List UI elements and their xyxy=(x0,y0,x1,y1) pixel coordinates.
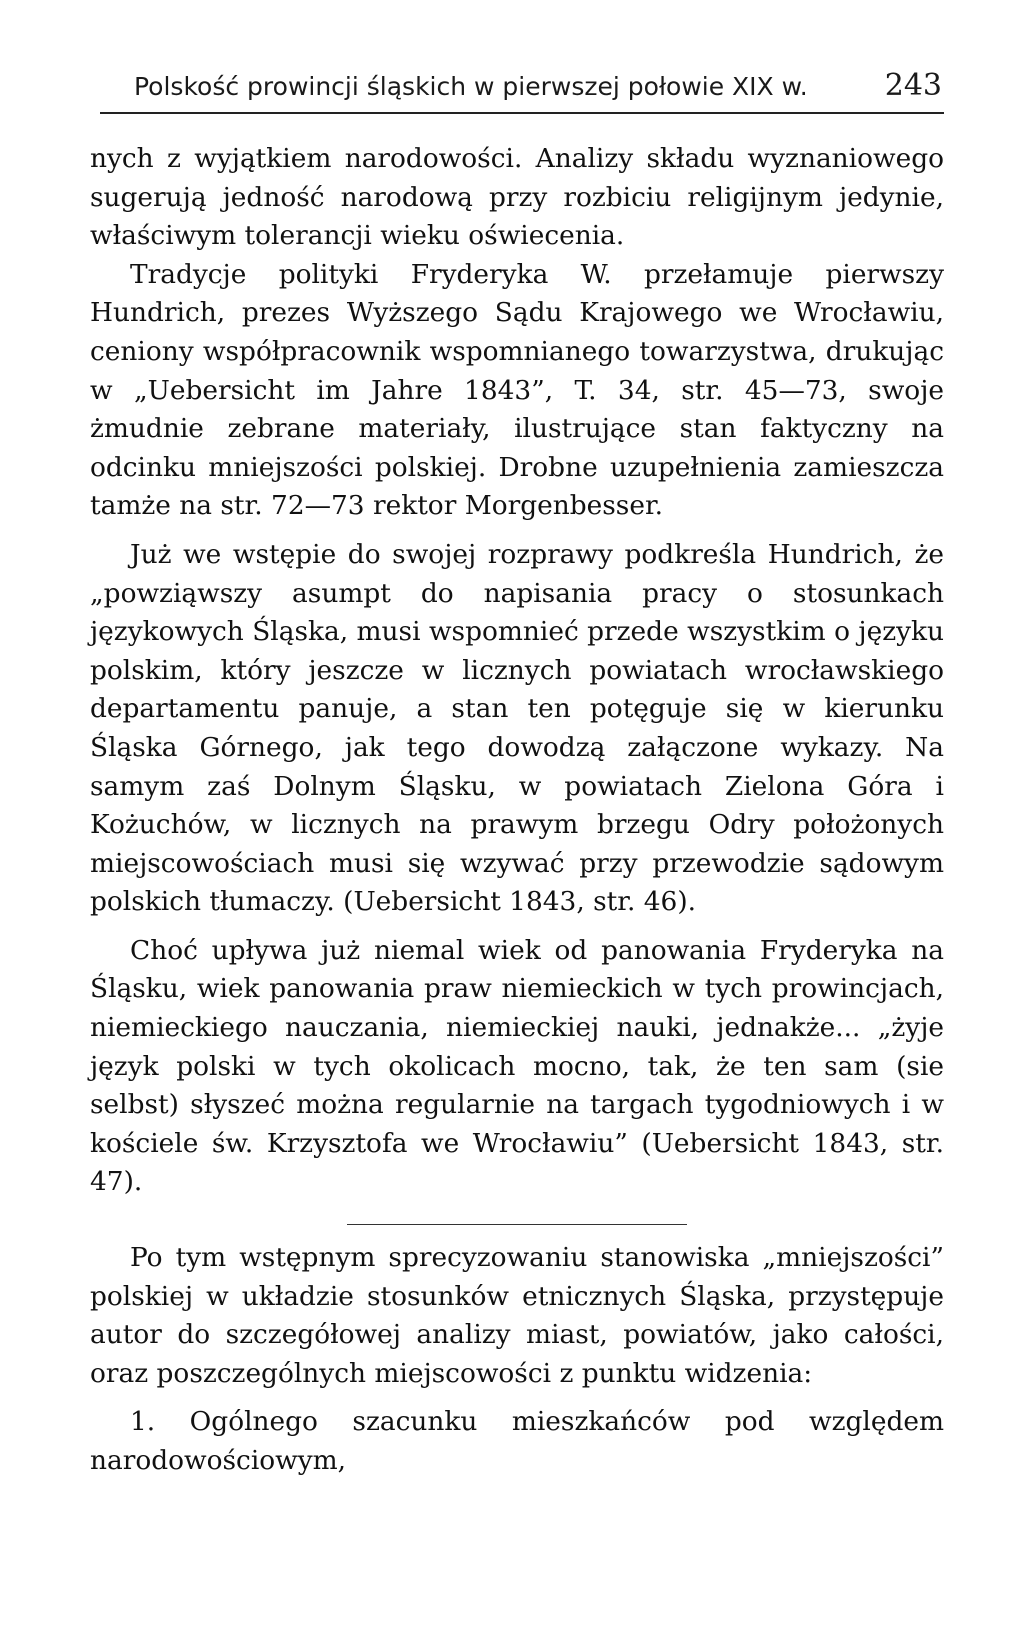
document-page xyxy=(88,60,944,1481)
section-divider xyxy=(347,1224,687,1225)
list-item-1: 1. Ogólnego szacunku mieszkańców pod względem narodowościowym, xyxy=(90,1406,944,1476)
paragraph-quote-intro: Już we wstępie do swojej rozprawy podkreśla Hundrich, że „powziąwszy asumpt do napisania pracy o stosunkach językowych Śląska, musi wspomnieć przede wszystkim o języku polskim, który jeszcze w licznych powiatach wrocławskiego departamentu panuje, a stan ten potęguje się w kierunku Śląska Górnego, jak tego dowodzą załączone wykazy. Na samym zaś Dolnym Śląsku, w powiatach Zielona Góra i Kożuchów, w licznych na prawym brzegu Odry położonych miejscowościach musi się wzywać przy przewodzie sądowym polskich tłumaczy. (Uebersicht 1843, str. 46). xyxy=(90,538,944,918)
paragraph-analysis: Po tym wstępnym sprecyzowaniu stanowiska „mniejszości” polskiej w układzie stosunków etnicznych Śląska, przystępuje autor do szczegółowej analizy miast, powiatów, jako całości, oraz poszczególnych miejscowości z punktu widzenia: xyxy=(90,1242,944,1389)
paragraph-frederick: Choć upływa już niemal wiek od panowania Fryderyka na Śląsku, wiek panowania praw niemieckich w tych prowincjach, niemieckiego nauczania, niemieckiej nauki, jednakże... „żyje język polski w tych okolicach mocno, tak, że ten sam (sie selbst) słyszeć można regularnie na targach tygodniowych i w kościele św. Krzysztofa we Wrocławiu” (Uebersicht 1843, str. 47). xyxy=(90,934,944,1198)
body-text xyxy=(88,140,944,1481)
running-header xyxy=(88,60,944,112)
paragraph-hundrich: Tradycje polityki Fryderyka W. przełamuje pierwszy Hundrich, prezes Wyższego Sądu Krajowego we Wrocławiu, ceniony współpracownik wspomnianego towarzystwa, drukując w „Uebersicht im Jahre 1843”, T. 34, str. 45—73, swoje żmudnie zebrane materiały, ilustrujące stan faktyczny na odcinku mniejszości polskiej. Drobne uzupełnienia zamieszcza tamże na str. 72—73 rektor Morgenbesser. xyxy=(90,258,944,522)
running-title: Polskość prowincji śląskich w pierwszej połowie XIX w. xyxy=(134,72,808,101)
paragraph-continuation: nych z wyjątkiem narodowości. Analizy składu wyznaniowego sugerują jedność narodową przy rozbiciu religijnym jedynie, właściwym tolerancji wieku oświecenia. xyxy=(90,143,944,252)
page-number: 243 xyxy=(884,68,942,103)
